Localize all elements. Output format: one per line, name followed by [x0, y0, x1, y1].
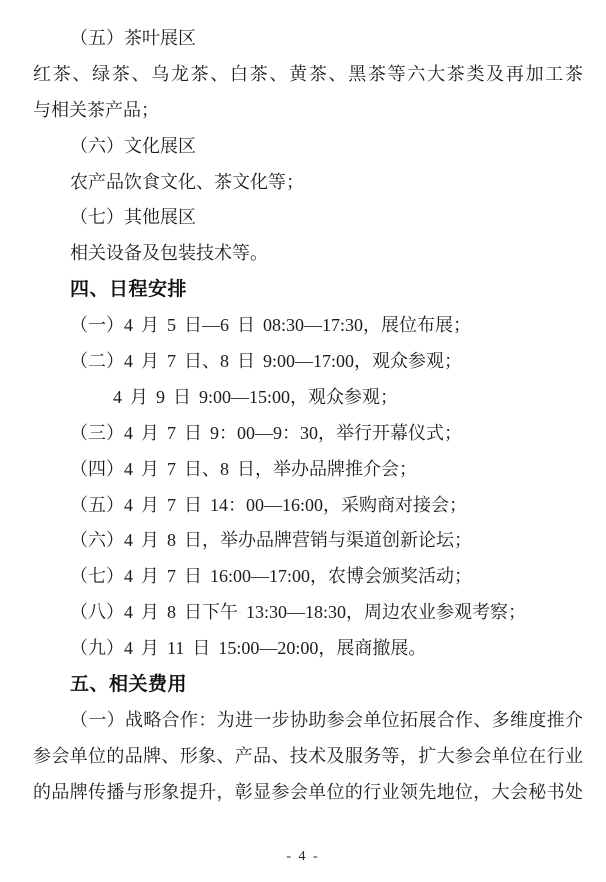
document-line: （五）4 月 7 日 14：00—16:00，采购商对接会； [70, 494, 467, 515]
document-line: （六）4 月 8 日，举办品牌营销与渠道创新论坛； [70, 530, 472, 551]
document-line: （七）其他展区 [70, 207, 196, 228]
page-number: - 4 - [286, 849, 320, 864]
document-line: （三）4 月 7 日 9：00—9：30，举行开幕仪式； [70, 422, 462, 443]
document-line: 农产品饮食文化、茶文化等； [70, 171, 304, 192]
document-line: （五）茶叶展区 [70, 28, 196, 48]
document-line: （一）战略合作：为进一步协助参会单位拓展合作、多维度推介 [70, 709, 583, 730]
document-text-block [33, 21, 583, 811]
document-line: （六）文化展区 [70, 135, 196, 156]
document-line: （一）4 月 5 日—6 日 08:30—17:30，展位布展； [70, 315, 472, 336]
section-heading: 五、相关费用 [70, 674, 188, 696]
document-line: （四）4 月 7 日、8 日，举办品牌推介会； [70, 458, 417, 479]
document-line: 的品牌传播与形象提升，彰显参会单位的行业领先地位，大会秘书处 [33, 781, 583, 802]
document-line: （七）4 月 7 日 16:00—17:00，农博会颁奖活动； [70, 566, 473, 587]
document-line: 红茶、绿茶、乌龙茶、白茶、黄茶、黑茶等六大茶类及再加工茶 [33, 63, 583, 84]
document-line: （二）4 月 7 日、8 日 9:00—17:00，观众参观； [70, 351, 463, 372]
document-line: 4 月 9 日 9:00—15:00，观众参观； [113, 386, 399, 407]
document-line: （八）4 月 8 日下午 13:30—18:30，周边农业参观考察； [70, 602, 527, 623]
document-line: 与相关茶产品； [33, 99, 159, 120]
document-line: 参会单位的品牌、形象、产品、技术及服务等，扩大参会单位在行业 [33, 745, 583, 766]
document-line: （九）4 月 11 日 15:00—20:00，展商撤展。 [70, 638, 427, 659]
document-line: 相关设备及包装技术等。 [70, 243, 268, 264]
section-heading: 四、日程安排 [70, 279, 188, 301]
